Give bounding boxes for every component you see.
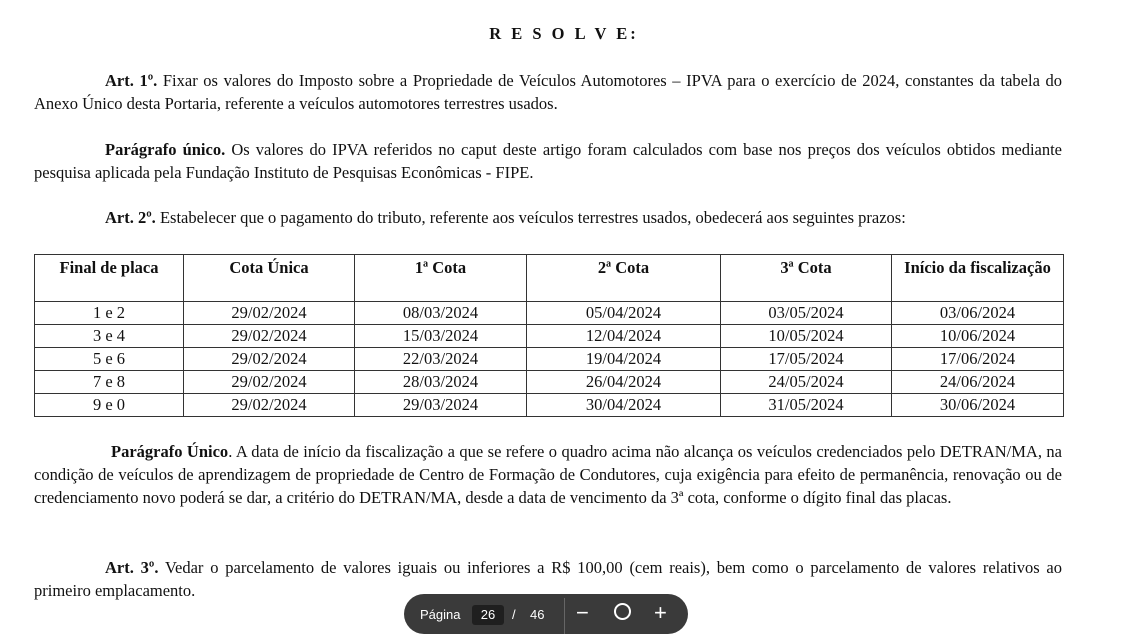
page-separator: /: [512, 607, 516, 622]
table-cell: 10/06/2024: [892, 325, 1064, 348]
payment-schedule-table: [34, 254, 1064, 417]
table-cell: 24/06/2024: [892, 371, 1064, 394]
article-3-text: Vedar o parcelamento de valores iguais ou inferiores a R$ 100,00 (cem reais), bem como o parcelamento de valores relativos ao primeiro emplacamento.: [34, 558, 1062, 600]
paragraph-unico-1-text: Os valores do IPVA referidos no caput deste artigo foram calculados com base nos preços dos veículos obtidos mediante pesquisa aplicada pela Fundação Instituto de Pesquisas Econômicas - FIPE.: [34, 140, 1063, 182]
table-cell: 28/03/2024: [355, 371, 527, 394]
table-cell: 03/05/2024: [721, 302, 892, 325]
article-2-text: Estabelecer que o pagamento do tributo, referente aos veículos terrestres usados, obedecerá aos seguintes prazos:: [155, 208, 906, 227]
zoom-in-button[interactable]: +: [654, 600, 667, 625]
table-row: [35, 348, 1064, 371]
table-cell: 15/03/2024: [355, 325, 527, 348]
table-cell: 22/03/2024: [355, 348, 527, 371]
paragraph-unico-1-label: Parágrafo único.: [105, 140, 226, 159]
table-cell: 3 e 4: [35, 325, 184, 348]
page-navigation-toolbar: [404, 594, 688, 634]
table-row: [35, 325, 1064, 348]
table-cell: 29/03/2024: [355, 394, 527, 417]
table-cell: 29/02/2024: [184, 394, 355, 417]
table-row: [35, 302, 1064, 325]
article-2: [34, 206, 1062, 229]
header-cota-unica: Cota Única: [184, 255, 355, 302]
table-cell: 1 e 2: [35, 302, 184, 325]
table-cell: 05/04/2024: [527, 302, 721, 325]
table-cell: 24/05/2024: [721, 371, 892, 394]
header-inicio-fiscalizacao: Início da fiscalização: [892, 255, 1064, 302]
table-cell: 29/02/2024: [184, 325, 355, 348]
table-cell: 30/04/2024: [527, 394, 721, 417]
paragraph-unico-1: [34, 138, 1062, 184]
current-page-input[interactable]: 26: [472, 605, 504, 625]
toolbar-divider: [564, 598, 565, 634]
article-1-text: Fixar os valores do Imposto sobre a Propriedade de Veículos Automotores – IPVA para o exercício de 2024, constantes da tabela do Anexo Único desta Portaria, referente a veículos automotores terrestres usados.: [34, 71, 1062, 113]
header-1a-cota: 1ª Cota: [355, 255, 527, 302]
resolve-heading: R E S O L V E:: [489, 24, 639, 43]
paragraph-unico-2-label: Parágrafo Único: [111, 442, 229, 461]
table-cell: 7 e 8: [35, 371, 184, 394]
article-3-label: Art. 3º.: [105, 558, 159, 577]
table-cell: 9 e 0: [35, 394, 184, 417]
article-1: [34, 69, 1062, 115]
article-2-label: Art. 2º.: [105, 208, 156, 227]
table-cell: 31/05/2024: [721, 394, 892, 417]
table-cell: 17/06/2024: [892, 348, 1064, 371]
table-cell: 03/06/2024: [892, 302, 1064, 325]
table-cell: 29/02/2024: [184, 371, 355, 394]
table-cell: 10/05/2024: [721, 325, 892, 348]
table-cell: 26/04/2024: [527, 371, 721, 394]
table-cell: 5 e 6: [35, 348, 184, 371]
table-cell: 30/06/2024: [892, 394, 1064, 417]
article-1-label: Art. 1º.: [105, 71, 158, 90]
header-final-placa: Final de placa: [35, 255, 184, 302]
table-cell: 12/04/2024: [527, 325, 721, 348]
header-3a-cota: 3ª Cota: [721, 255, 892, 302]
header-2a-cota: 2ª Cota: [527, 255, 721, 302]
table-row: [35, 394, 1064, 417]
zoom-out-button[interactable]: −: [576, 600, 589, 625]
zoom-icon[interactable]: [614, 603, 631, 620]
table-cell: 29/02/2024: [184, 302, 355, 325]
table-cell: 19/04/2024: [527, 348, 721, 371]
paragraph-unico-2: [34, 440, 1062, 509]
table-row: [35, 371, 1064, 394]
paragraph-unico-2-text: . A data de início da fiscalização a que se refere o quadro acima não alcança os veículos credenciados pelo DETRAN/MA, na condição de veículos de aprendizagem de propriedade de Centro de Formação de Condutores, cuja exigência para efeito de permanência, renovação ou de credenciamento novo poderá se dar, a critério do DETRAN/MA, desde a data de vencimento da 3ª cota, conforme o dígito final das placas.: [34, 442, 1062, 507]
total-pages: 46: [530, 607, 545, 622]
table-cell: 29/02/2024: [184, 348, 355, 371]
page-label: Página: [420, 607, 461, 622]
table-cell: 08/03/2024: [355, 302, 527, 325]
table-header-row: [35, 255, 1064, 302]
table-cell: 17/05/2024: [721, 348, 892, 371]
